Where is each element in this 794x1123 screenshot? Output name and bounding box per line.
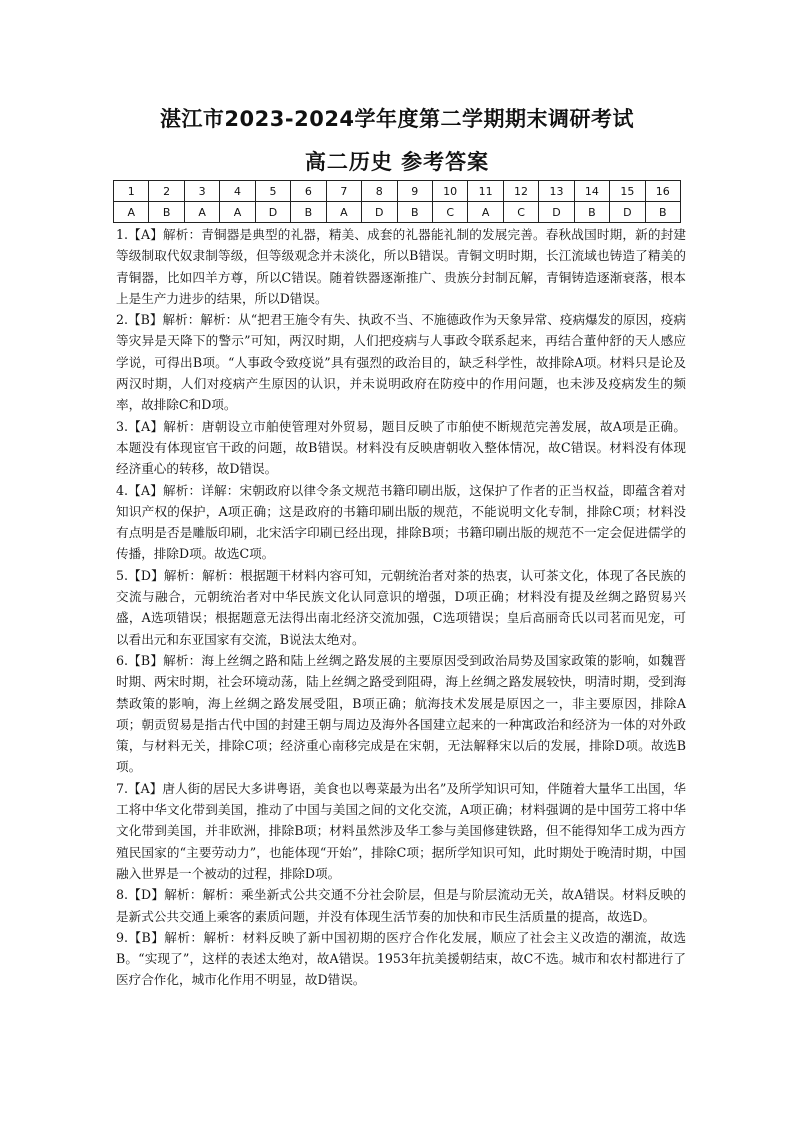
answer-letter: C xyxy=(432,202,467,223)
explanation-q9: 9.【B】解析：解析：材料反映了新中国初期的医疗合作化发展，顺应了社会主义改造的潮流，故选B。“实现了”，这样的表述太绝对，故A错误。1953年抗美援朝结束，故C不选。城市和农村都进行了医疗合作化，城市化作用不明显，故D错误。 xyxy=(116,929,686,988)
question-number: 12 xyxy=(503,181,538,202)
answer-letter: A xyxy=(220,202,255,223)
explanation-q1: 1.【A】解析：青铜器是典型的礼器，精美、成套的礼器能礼制的发展完善。春秋战国时期，新的封建等级制取代奴隶制等级，但等级观念并未淡化，所以B错误。青铜文明时期，长江流域也铸造了精美的青铜器，比如四羊方尊，所以C错误。随着铁器逐渐推广、贵族分封制瓦解，青铜铸造逐渐衰落，根本上是生产力进步的结果，所以D错误。 xyxy=(116,227,686,306)
explanation-q4: 4.【A】解析：详解：宋朝政府以律令条文规范书籍印刷出版，这保护了作者的正当权益，即蕴含着对知识产权的保护，A项正确；这是政府的书籍印刷出版的规范，不能说明文化专制，排除C项；材料没有点明是否是雕版印刷，北宋活字印刷已经出现，排除B项；书籍印刷出版的规范不一定会促进儒学的传播，排除D项。故选C项。 xyxy=(116,482,686,562)
answer-letter: A xyxy=(468,202,503,223)
question-number: 6 xyxy=(291,181,326,202)
answer-row xyxy=(114,202,681,223)
question-number: 7 xyxy=(326,181,361,202)
question-number: 3 xyxy=(184,181,219,202)
question-number: 2 xyxy=(149,181,184,202)
question-number: 11 xyxy=(468,181,503,202)
question-number: 9 xyxy=(397,181,432,202)
answer-letter: D xyxy=(255,202,290,223)
question-number: 15 xyxy=(610,181,645,202)
question-number: 4 xyxy=(220,181,255,202)
answer-letter: B xyxy=(149,202,184,223)
answer-letter: B xyxy=(645,202,680,223)
answer-letter: D xyxy=(362,202,397,223)
question-number: 1 xyxy=(114,181,149,202)
answer-letter: B xyxy=(397,202,432,223)
explanation-q6: 6.【B】解析：海上丝绸之路和陆上丝绸之路发展的主要原因受到政治局势及国家政策的影响，如魏晋时期、两宋时期，社会环境动荡，陆上丝绸之路受到阻碍，海上丝绸之路发展较快，明清时期，受到海禁政策的影响，海上丝绸之路发展受阻，B项正确；航海技术发展是原因之一，非主要原因，排除A项；朝贡贸易是指古代中国的封建王朝与周边及海外各国建立起来的一种寓政治和经济为一体的对外政策，与材料无关，排除C项；经济重心南移完成是在宋朝，无法解释宋以后的发展，排除D项。故选B项。 xyxy=(116,652,686,775)
explanation-q2: 2.【B】解析：解析：从“把君王施令有失、执政不当、不施德政作为天象异常、疫病爆发的原因，疫病等灾异是天降下的警示”可知，两汉时期，人们把疫病与人事政令联系起来，再结合董仲舒的天人感应学说，可得出B项。“人事政令致疫说”具有强烈的政治目的，缺乏科学性，故排除A项。材料只是论及两汉时期，人们对疫病产生原因的认识，并未说明政府在防疫中的作用问题，也未涉及疫病发生的频率，故排除C和D项。 xyxy=(116,312,686,413)
question-number: 13 xyxy=(539,181,574,202)
answer-letter: B xyxy=(291,202,326,223)
answer-letter: A xyxy=(184,202,219,223)
answer-key-subtitle: 高二历史 参考答案 xyxy=(304,150,490,174)
answer-letter: A xyxy=(326,202,361,223)
question-number-row xyxy=(114,181,681,202)
explanation-q5: 5.【D】解析：解析：根据题干材料内容可知，元朝统治者对茶的热衷，认可茶文化，体现了各民族的交流与融合，元朝统治者对中华民族文化认同意识的增强，D项正确；材料没有提及丝绸之路贸易兴盛，A选项错误；根据题意无法得出南北经济交流加强，C选项错误；皇后高丽奇氏以司茗而见宠，可以看出元和东亚国家有交流，B说法太绝对。 xyxy=(116,567,686,647)
exam-title: 湛江市2023-2024学年度第二学期期末调研考试 xyxy=(159,107,635,131)
answer-letter: B xyxy=(574,202,609,223)
answer-letter: D xyxy=(610,202,645,223)
explanations xyxy=(116,224,686,991)
question-number: 14 xyxy=(574,181,609,202)
explanation-q7: 7.【A】唐人街的居民大多讲粤语，美食也以粤菜最为出名”及所学知识可知，伴随着大量华工出国，华工将中华文化带到美国，推动了中国与美国之间的文化交流，A项正确；材料强调的是中国劳工将中华文化带到美国，并非欧洲，排除B项；材料虽然涉及华工参与美国修建铁路，但不能得知华工成为西方殖民国家的“主要劳动力”，也能体现“开始”，排除C项；据所学知识可知，此时期处于晚清时期，中国融入世界是一个被动的过程，排除D项。 xyxy=(116,780,686,881)
answer-table xyxy=(113,180,681,223)
explanation-q8: 8.【D】解析：解析：乘坐新式公共交通不分社会阶层，但是与阶层流动无关，故A错误。材料反映的是新式公共交通上乘客的素质问题，并没有体现生活节奏的加快和市民生活质量的提高，故选D。 xyxy=(116,887,686,924)
answer-letter: A xyxy=(114,202,149,223)
question-number: 16 xyxy=(645,181,680,202)
question-number: 8 xyxy=(362,181,397,202)
answer-letter: C xyxy=(503,202,538,223)
question-number: 10 xyxy=(432,181,467,202)
answer-letter: D xyxy=(539,202,574,223)
explanation-q3: 3.【A】解析：唐朝设立市舶使管理对外贸易，题目反映了市舶使不断规范完善发展，故A项是正确。本题没有体现宦官干政的问题，故B错误。材料没有反映唐朝收入整体情况，故C错误。材料没有体现经济重心的转移，故D错误。 xyxy=(116,418,686,477)
question-number: 5 xyxy=(255,181,290,202)
